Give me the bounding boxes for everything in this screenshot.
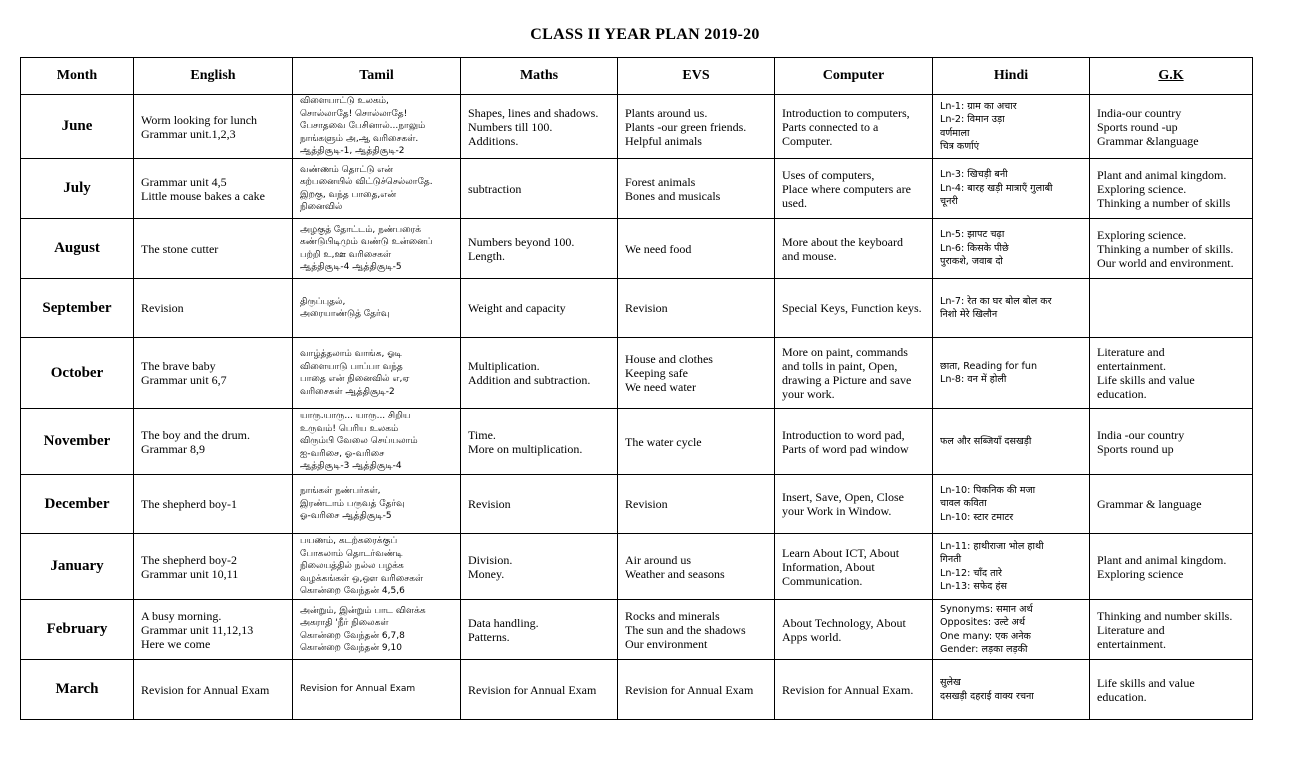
tamil-line: கற்பனையில் விட்டுச்செல்லாதே. — [300, 177, 433, 187]
english-line: Grammar unit 6,7 — [141, 373, 227, 387]
computer-line: Apps world. — [782, 629, 842, 644]
computer-line: More on paint, commands — [782, 345, 908, 359]
evs-cell — [618, 660, 775, 720]
computer-line: and mouse. — [782, 248, 837, 263]
computer-line: your Work in Window. — [782, 504, 892, 518]
hindi-line: Ln-2: विमान उड़ा — [940, 114, 1005, 125]
evs-line: We need water — [625, 380, 696, 394]
hindi-line: वर्णमाला — [940, 127, 970, 139]
english-line: Worm looking for lunch — [141, 112, 258, 127]
tamil-cell — [293, 534, 461, 600]
english-cell — [134, 159, 293, 219]
tamil-line: கண்டுபிடிமும் வண்டு உன்னைப் — [300, 237, 433, 247]
computer-line: Revision for Annual Exam. — [782, 682, 914, 697]
tamil-line: விரும்பி வேலை செய்யலாம் — [300, 436, 418, 447]
tamil-line: வழக்கங்கள் ஒ,ஔ வரிசைகள் — [300, 573, 424, 584]
tamil-line: கொன்றை வேந்தன் 6,7,8 — [300, 630, 405, 641]
maths-line: Weight and capacity — [468, 301, 566, 315]
english-cell — [134, 338, 293, 409]
hindi-cell — [933, 159, 1090, 219]
tamil-line: அரையாண்டுத் தேர்வு — [300, 309, 390, 319]
computer-line: used. — [782, 195, 807, 210]
header-maths: Maths — [461, 58, 618, 95]
tamil-line: இரண்டாம் பருவத் தேர்வு — [300, 498, 405, 509]
computer-cell — [775, 338, 933, 409]
tamil-line: Revision for Annual Exam — [300, 684, 416, 695]
evs-line: Plants around us. — [625, 105, 708, 120]
maths-line: Numbers till 100. — [468, 119, 553, 134]
month-cell: September — [21, 279, 134, 338]
english-line: A busy morning. — [141, 608, 222, 623]
english-cell — [134, 600, 293, 660]
hindi-line: दसखड़ी दहराई वाक्य रचना — [940, 690, 1034, 702]
hindi-line: Ln-12: चाँद तारे — [940, 567, 1002, 579]
tamil-line: பற்றி உ,ஊ வரிசைகள் — [300, 249, 392, 260]
computer-cell — [775, 279, 933, 338]
hindi-line: One many: एक अनेक — [940, 630, 1031, 642]
header-evs: EVS — [618, 58, 775, 95]
tamil-line: நாங்களும் அ,ஆ வரிசைகள். — [300, 133, 419, 144]
gk-cell — [1090, 159, 1253, 219]
hindi-cell — [933, 95, 1090, 159]
computer-cell — [775, 159, 933, 219]
hindi-line: Gender: लड़का लड़की — [940, 644, 1028, 655]
hindi-line: Ln-6: किसके पीछे — [940, 242, 1009, 254]
tamil-cell — [293, 279, 461, 338]
computer-cell — [775, 409, 933, 475]
tamil-cell — [293, 600, 461, 660]
gk-line: entertainment. — [1097, 636, 1166, 651]
gk-line: entertainment. — [1097, 359, 1166, 373]
hindi-cell — [933, 534, 1090, 600]
gk-line: Grammar &language — [1097, 133, 1199, 148]
tamil-line: சொல்லாதே! சொல்லாதே! — [300, 108, 408, 119]
hindi-line: निशो मेरे खिलौन — [940, 309, 998, 320]
computer-cell — [775, 219, 933, 279]
hindi-line: Ln-13: सफेद हंस — [940, 581, 1007, 592]
maths-line: Shapes, lines and shadows. — [468, 105, 599, 120]
tamil-line: ஓ-வரிசை ஆத்திசூடி-5 — [300, 511, 392, 522]
computer-line: Information, About — [782, 559, 875, 574]
english-cell — [134, 409, 293, 475]
maths-line: Division. — [468, 552, 513, 567]
tamil-line: திருப்புதல், — [300, 296, 346, 307]
month-cell: March — [21, 660, 134, 720]
evs-line: Revision — [625, 301, 668, 315]
tamil-cell — [293, 95, 461, 159]
hindi-cell — [933, 409, 1090, 475]
english-cell — [134, 95, 293, 159]
evs-cell — [618, 219, 775, 279]
header-row — [21, 58, 1253, 95]
hindi-cell — [933, 219, 1090, 279]
gk-line: Literature and — [1097, 622, 1165, 637]
maths-line: Additions. — [468, 133, 519, 148]
hindi-line: Ln-4: बारह खड़ी मात्राएँ गुलाबी — [940, 182, 1053, 194]
evs-line: Weather and seasons — [625, 566, 725, 581]
gk-line: India -our country — [1097, 427, 1185, 442]
hindi-cell — [933, 660, 1090, 720]
computer-line: drawing a Picture and save — [782, 373, 912, 387]
english-line: Grammar 8,9 — [141, 441, 205, 456]
hindi-cell — [933, 475, 1090, 534]
english-cell — [134, 534, 293, 600]
evs-line: Plants -our green friends. — [625, 119, 747, 134]
gk-cell — [1090, 95, 1253, 159]
tamil-line: அகராதி 'நீர் நிலைகள் — [300, 618, 389, 628]
tamil-cell — [293, 660, 461, 720]
maths-line: Time. — [468, 427, 496, 442]
tamil-line: இறகு, வந்த பாதை,என் — [300, 189, 397, 200]
gk-cell — [1090, 338, 1253, 409]
evs-line: Keeping safe — [625, 366, 688, 380]
tamil-cell — [293, 219, 461, 279]
table-row — [21, 475, 1253, 534]
month-cell: November — [21, 409, 134, 475]
computer-line: Communication. — [782, 573, 863, 588]
evs-cell — [618, 159, 775, 219]
table-row — [21, 159, 1253, 219]
header-tamil: Tamil — [293, 58, 461, 95]
tamil-line: வரிசைகள் ஆத்திசூடி-2 — [300, 386, 395, 397]
evs-cell — [618, 475, 775, 534]
tamil-cell — [293, 338, 461, 409]
table-row — [21, 660, 1253, 720]
hindi-line: Ln-7: रेत का घर बोल बोल कर — [940, 295, 1052, 307]
hindi-line: सुलेख — [940, 677, 961, 688]
computer-line: Learn About ICT, About — [782, 545, 900, 560]
gk-line: Sports round -up — [1097, 119, 1178, 134]
month-cell: June — [21, 95, 134, 159]
english-line: Grammar unit 10,11 — [141, 566, 239, 581]
computer-line: Insert, Save, Open, Close — [782, 490, 904, 504]
month-cell: October — [21, 338, 134, 409]
hindi-line: Ln-3: खिचड़ी बनी — [940, 169, 1008, 181]
english-line: Grammar unit 4,5 — [141, 174, 227, 189]
maths-cell — [461, 219, 618, 279]
evs-cell — [618, 279, 775, 338]
tamil-line: வாழ்த்தலாம் வாங்க, ஓடி — [300, 349, 402, 359]
evs-cell — [618, 409, 775, 475]
hindi-cell — [933, 338, 1090, 409]
month-cell: January — [21, 534, 134, 600]
evs-cell — [618, 95, 775, 159]
english-line: Revision — [141, 301, 184, 315]
gk-line: Life skills and value — [1097, 373, 1195, 387]
maths-cell — [461, 534, 618, 600]
maths-line: subtraction — [468, 181, 522, 196]
hindi-cell — [933, 600, 1090, 660]
gk-cell — [1090, 534, 1253, 600]
gk-line: Exploring science — [1097, 566, 1184, 581]
gk-line: Exploring science. — [1097, 181, 1187, 196]
hindi-line: Ln-10: पिकनिक की मजा — [940, 484, 1036, 496]
page-title: CLASS II YEAR PLAN 2019-20 — [530, 26, 760, 43]
computer-cell — [775, 600, 933, 660]
header-gk — [1090, 58, 1253, 95]
header-gk-label: G.K — [1158, 68, 1184, 83]
hindi-line: Synonyms: समान अर्थ — [940, 603, 1033, 615]
gk-line: Exploring science. — [1097, 227, 1187, 242]
evs-line: Helpful animals — [625, 133, 702, 148]
table-row — [21, 95, 1253, 159]
month-cell: July — [21, 159, 134, 219]
hindi-line: Ln-8: वन में होली — [940, 374, 1007, 385]
gk-line: Life skills and value — [1097, 675, 1195, 690]
evs-line: Bones and musicals — [625, 188, 721, 203]
english-line: The shepherd boy-2 — [141, 552, 237, 567]
hindi-line: चावल कविता — [940, 498, 987, 510]
evs-cell — [618, 338, 775, 409]
evs-cell — [618, 534, 775, 600]
hindi-line: Ln-11: हाथीराजा भोल हाथी — [940, 540, 1044, 552]
tamil-line: கொன்றை வேந்தன் 9,10 — [300, 643, 402, 653]
maths-cell — [461, 95, 618, 159]
month-cell: August — [21, 219, 134, 279]
maths-cell — [461, 409, 618, 475]
tamil-line: விளையாட்டு உலகம், — [300, 96, 389, 107]
tamil-line: பயணம், கடற்கரைக்குப் — [300, 536, 398, 547]
maths-line: Multiplication. — [468, 359, 540, 373]
tamil-cell — [293, 409, 461, 475]
tamil-line: பாதை என் நினைவில் எ,ஏ — [300, 374, 410, 384]
computer-line: Parts of word pad window — [782, 441, 909, 456]
hindi-line: चित्र कर्णाएं — [940, 141, 980, 152]
evs-line: House and clothes — [625, 352, 713, 366]
month-cell: February — [21, 600, 134, 660]
hindi-line: पुराकशे, जवाब दो — [940, 256, 1003, 268]
evs-line: Our environment — [625, 636, 708, 651]
hindi-line: चूनरी — [940, 196, 958, 208]
computer-cell — [775, 660, 933, 720]
maths-cell — [461, 600, 618, 660]
computer-line: About Technology, About — [782, 615, 906, 630]
maths-cell — [461, 279, 618, 338]
english-cell — [134, 219, 293, 279]
maths-cell — [461, 475, 618, 534]
gk-line: Literature and — [1097, 345, 1165, 359]
tamil-line: போகலாம் தொடர்வண்டி — [300, 548, 403, 559]
tamil-line: ஆத்திசூடி-1, ஆத்திசூடி-2 — [300, 146, 405, 157]
gk-line: Our world and environment. — [1097, 255, 1234, 270]
english-cell — [134, 279, 293, 338]
gk-line: Grammar & language — [1097, 497, 1202, 511]
evs-line: Air around us — [625, 552, 691, 567]
tamil-line: அன்றும், இன்றும் பாட விளக்க — [300, 605, 426, 616]
tamil-cell — [293, 475, 461, 534]
table-row — [21, 338, 1253, 409]
computer-line: Place where computers are — [782, 181, 911, 196]
gk-cell — [1090, 600, 1253, 660]
tamil-line: நினைவில் — [300, 202, 343, 212]
maths-line: Revision for Annual Exam — [468, 682, 597, 697]
english-line: Here we come — [141, 636, 211, 651]
hindi-line: फल और सब्जियाँ दसखड़ी — [940, 435, 1032, 447]
gk-line: Thinking a number of skills. — [1097, 241, 1234, 256]
tamil-line: ஐ-வரிசை, ஓ-வரிசை — [300, 448, 385, 459]
gk-line: Plant and animal kingdom. — [1097, 167, 1227, 182]
tamil-line: அழகுத் தோட்டம், நண்பரைக் — [300, 224, 422, 235]
gk-cell — [1090, 409, 1253, 475]
evs-line: Rocks and minerals — [625, 608, 720, 623]
gk-cell — [1090, 475, 1253, 534]
english-line: The brave baby — [141, 359, 216, 373]
hindi-line: गिनती — [940, 554, 962, 565]
maths-cell — [461, 660, 618, 720]
maths-line: Patterns. — [468, 629, 510, 644]
evs-cell — [618, 600, 775, 660]
gk-line: India-our country — [1097, 105, 1182, 120]
tamil-line: நாங்கள் நண்பர்கள், — [300, 486, 381, 497]
tamil-line: யாரு.யாரு... யாரு... சிறிய — [300, 411, 411, 422]
evs-line: The water cycle — [625, 434, 702, 449]
computer-line: More about the keyboard — [782, 234, 903, 249]
computer-line: Uses of computers, — [782, 167, 875, 182]
english-cell — [134, 475, 293, 534]
evs-line: We need food — [625, 241, 692, 256]
hindi-line: Ln-1: ग्राम का अचार — [940, 100, 1017, 112]
table-row — [21, 279, 1253, 338]
english-line: Little mouse bakes a cake — [141, 188, 265, 203]
english-line: The stone cutter — [141, 241, 219, 256]
computer-line: your work. — [782, 387, 835, 401]
tamil-line: ஆத்திசூடி-3 ஆத்திசூடி-4 — [300, 461, 402, 472]
hindi-line: Ln-10: स्टार टमाटर — [940, 511, 1014, 523]
tamil-line: நிலையத்தில் நல்ல பழக்க — [300, 561, 404, 572]
english-line: Revision for Annual Exam — [141, 682, 270, 697]
maths-cell — [461, 338, 618, 409]
english-line: Grammar unit 11,12,13 — [141, 622, 254, 637]
hindi-line: Ln-5: झापट चढ़ा — [940, 229, 1005, 241]
header-computer: Computer — [775, 58, 933, 95]
maths-line: Data handling. — [468, 615, 539, 630]
evs-line: Revision for Annual Exam — [625, 682, 754, 697]
computer-cell — [775, 475, 933, 534]
computer-line: Parts connected to a — [782, 119, 879, 134]
tamil-cell — [293, 159, 461, 219]
header-hindi: Hindi — [933, 58, 1090, 95]
hindi-cell — [933, 279, 1090, 338]
maths-line: Money. — [468, 566, 505, 581]
gk-line: Thinking and number skills. — [1097, 608, 1233, 623]
tamil-line: பேசாதவை பேசினால்...நாலும் — [300, 121, 426, 132]
table-row — [21, 534, 1253, 600]
gk-cell — [1090, 279, 1253, 338]
table-row — [21, 409, 1253, 475]
year-plan-table — [20, 57, 1253, 720]
header-english: English — [134, 58, 293, 95]
computer-line: Computer. — [782, 133, 833, 148]
tamil-line: உருவம்! பெரிய உலகம் — [300, 423, 399, 434]
maths-line: Numbers beyond 100. — [468, 234, 575, 249]
tamil-line: கொன்றை வேந்தன் 4,5,6 — [300, 586, 405, 597]
gk-line: Thinking a number of skills — [1097, 195, 1231, 210]
gk-line: Plant and animal kingdom. — [1097, 552, 1227, 567]
computer-cell — [775, 534, 933, 600]
english-line: The boy and the drum. — [141, 427, 250, 442]
header-month: Month — [21, 58, 134, 95]
gk-line: Sports round up — [1097, 441, 1174, 456]
maths-line: Length. — [468, 248, 505, 263]
gk-cell — [1090, 219, 1253, 279]
evs-line: The sun and the shadows — [625, 622, 746, 637]
computer-line: Special Keys, Function keys. — [782, 301, 922, 315]
tamil-line: வண்ணம் தொட்டு என் — [300, 164, 393, 175]
evs-line: Forest animals — [625, 174, 696, 189]
gk-line: education. — [1097, 689, 1147, 704]
computer-line: Introduction to computers, — [782, 105, 910, 120]
english-line: Grammar unit.1,2,3 — [141, 126, 236, 141]
maths-line: Revision — [468, 497, 511, 511]
maths-cell — [461, 159, 618, 219]
english-line: The shepherd boy-1 — [141, 497, 237, 511]
hindi-line: छाता, Reading for fun — [940, 360, 1038, 372]
gk-cell — [1090, 660, 1253, 720]
gk-line: education. — [1097, 387, 1147, 401]
maths-line: Addition and subtraction. — [468, 373, 591, 387]
tamil-line: ஆத்திசூடி-4 ஆத்திசூடி-5 — [300, 262, 402, 272]
tamil-line: விளையாடு பாப்பா வந்த — [300, 361, 403, 372]
table-row — [21, 219, 1253, 279]
month-cell: December — [21, 475, 134, 534]
table-row — [21, 600, 1253, 660]
computer-cell — [775, 95, 933, 159]
evs-line: Revision — [625, 497, 668, 511]
computer-line: and tolls in paint, Open, — [782, 359, 898, 373]
maths-line: More on multiplication. — [468, 441, 583, 456]
hindi-line: Opposites: उल्टे अर्थ — [940, 617, 1025, 628]
english-cell — [134, 660, 293, 720]
computer-line: Introduction to word pad, — [782, 427, 905, 442]
